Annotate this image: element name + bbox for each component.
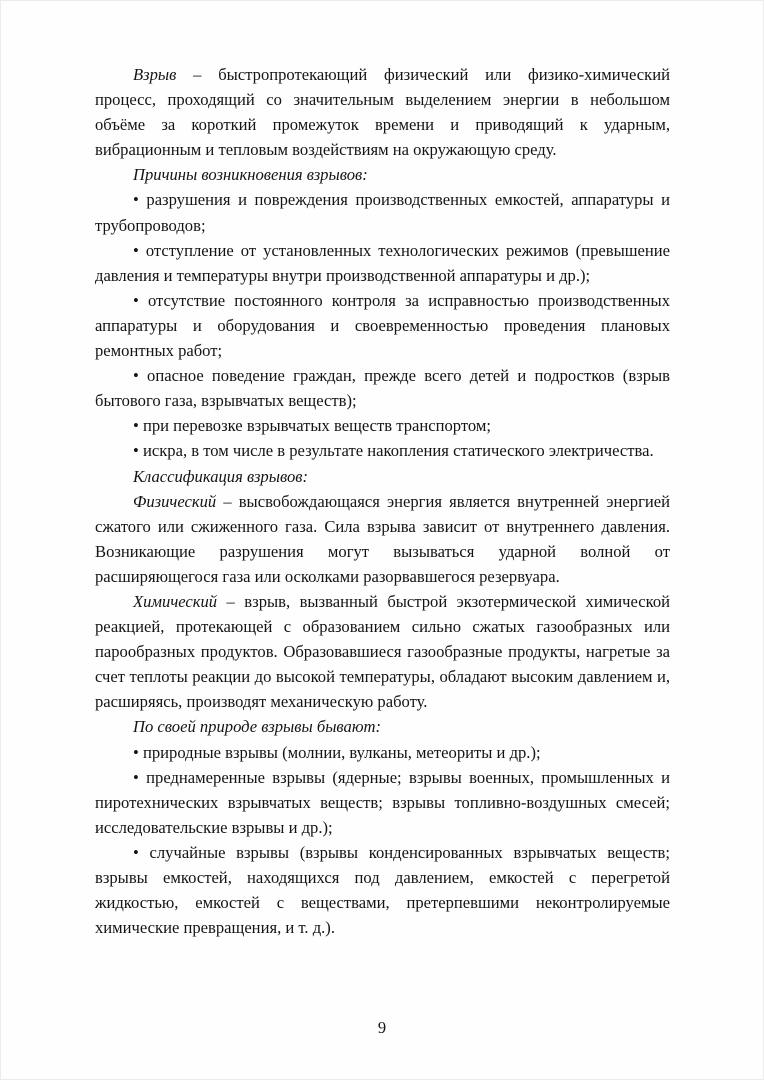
heading-text: Причины возникновения взрывов: [133,165,368,185]
heading-classification [95,464,670,489]
bullet-icon: • [133,742,139,762]
bullet-text: при перевозке взрывчатых веществ транспортом; [142,416,491,436]
heading-causes [95,162,670,187]
bullet-icon: • [133,767,139,787]
bullet-item-cause-4 [95,363,670,413]
page-number: 9 [377,1018,387,1037]
paragraph-text: – взрыв, вызванный быстрой экзотермической химической реакцией, протекающей с образованием сильно сжатых газообразных или парообразных продуктов. Образовавшиеся газообразные продукты, нагретые за счет теплоты реакции до высокой температуры, обладают высоким давлением и, расширяясь, производят механическую работу. [95,591,670,712]
bullet-icon: • [133,366,139,386]
bullet-item-accidental [95,840,670,940]
bullet-item-cause-2 [95,238,670,288]
bullet-text: разрушения и повреждения производственных емкостей, аппаратуры и трубопроводов; [95,190,670,235]
paragraph-text: – быстропротекающий физический или физико-химический процесс, проходящий со значительным выделением энергии в небольшом объёме за короткий промежуток времени и приводящий к ударным, вибрационным и тепловым воздействиям на окружающую среду. [95,65,670,160]
heading-nature-of-explosions [95,714,670,739]
paragraph-physical-explosion [95,489,670,589]
paragraph-definition-explosion [95,62,670,162]
bullet-icon: • [133,416,139,436]
bullet-item-cause-1 [95,187,670,237]
bullet-text: природные взрывы (молнии, вулканы, метеориты и др.); [142,742,541,762]
bullet-icon: • [133,441,139,461]
bullet-icon: • [133,240,139,260]
bullet-text: отступление от установленных технологических режимов (превышение давления и температуры внутри производственной аппаратуры и др.); [95,240,670,285]
paragraph-text: – высвобождающаяся энергия является внутренней энергией сжатого или сжиженного газа. Сила взрыва зависит от внутреннего давления. Возникающие разрушения могут вызываться ударной волной от расширяющегося газа или осколками разорвавшегося резервуара. [95,491,670,586]
bullet-item-cause-5 [95,413,670,438]
bullet-text: искра, в том числе в результате накопления статического электричества. [142,441,654,461]
term-chemical: Химический [133,591,218,611]
bullet-text: преднамеренные взрывы (ядерные; взрывы военных, промышленных и пиротехнических взрывчатых веществ; взрывы топливно-воздушных смесей; исследовательские взрывы и др.); [95,767,671,837]
bullet-item-cause-3 [95,288,670,363]
term-physical: Физический [133,491,217,511]
bullet-item-intentional [95,765,670,840]
bullet-icon: • [133,190,139,210]
bullet-icon: • [133,842,139,862]
bullet-text: случайные взрывы (взрывы конденсированных взрывчатых веществ; взрывы емкостей, находящихся под давлением, емкостей с перегретой жидкостью, емкостей с веществами, претерпевшими неконтролируемые химические превращения, и т. д.). [95,842,671,938]
bullet-item-natural [95,740,670,765]
page-content [95,62,670,940]
bullet-icon: • [133,290,139,310]
heading-text: По своей природе взрывы бывают: [133,717,382,737]
bullet-item-cause-6 [95,438,670,463]
paragraph-chemical-explosion [95,589,670,714]
term-explosion: Взрыв [133,65,177,84]
bullet-text: отсутствие постоянного контроля за исправностью производственных аппаратуры и оборудования и своевременностью проведения плановых ремонтных работ; [95,290,670,361]
bullet-text: опасное поведение граждан, прежде всего детей и подростков (взрыв бытового газа, взрывчатых веществ); [95,366,670,411]
heading-text: Классификация взрывов: [133,466,308,486]
